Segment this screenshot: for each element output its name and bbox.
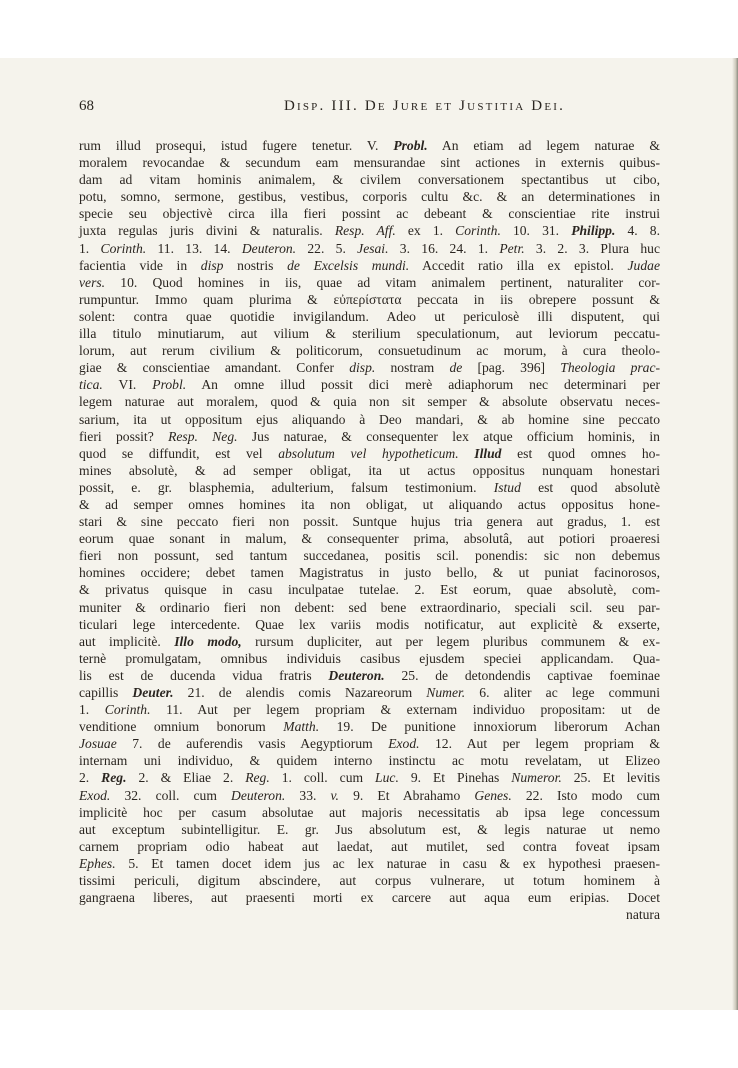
text-run: 2. & Eliae 2. (126, 770, 246, 786)
text-run: Corinth. (104, 702, 151, 718)
text-run: lis est de ducenda vidua fratris (79, 667, 329, 683)
text-run: Jus naturae, & consequenter lex atque officium hominis, in (237, 428, 660, 444)
text-run: Jesai. (357, 240, 389, 256)
text-run: Istud (493, 479, 521, 495)
text-line (79, 496, 660, 513)
text-run: fieri possit? (79, 428, 169, 444)
text-run: rursum dupliciter, aut per legem pluribus communem & ex- (241, 633, 661, 649)
text-run: giae & conscientiae amandant. Confer (79, 360, 350, 376)
text-line (79, 154, 660, 171)
text-run: Resp. Aff. (334, 223, 396, 239)
text-run: 4. 8. (615, 223, 660, 239)
text-run: 22. 5. (296, 240, 358, 256)
text-line (79, 411, 660, 428)
text-line (79, 872, 660, 889)
text-run: Deuteron. (328, 667, 385, 683)
text-run: est quod absolutè (520, 479, 660, 495)
text-line (79, 359, 660, 376)
text-run: nostris (223, 257, 288, 273)
text-run: 9. Et Abrahamo (338, 787, 475, 803)
text-run: Illud (474, 445, 502, 461)
text-run: est quod omnes ho- (501, 445, 660, 461)
text-run: 2. (79, 770, 102, 786)
text-run: Josuae (79, 736, 117, 752)
text-run: Reg. (245, 770, 270, 786)
text-line (79, 462, 660, 479)
text-line (79, 787, 660, 804)
text-run: & privatus quisque in casu inculpatae tutelae. 2. Est eorum, quae absolutè, com- (79, 582, 660, 598)
text-line (79, 599, 660, 616)
text-run: Numer. (426, 685, 466, 700)
text-run: fieri non possunt, sed tantum succedanea, positis scil. ponendis: sic non debemus (79, 548, 660, 564)
text-run: 1. coll. cum (269, 770, 376, 786)
text-line (79, 445, 660, 462)
page-edge-shadow (732, 58, 738, 1010)
text-run: facientia vide in (79, 257, 201, 273)
text-run: 21. de alendis comis Nazareorum (173, 685, 427, 700)
text-run: 10. Quod homines in iis, quae ad vitam animalem pertinent, naturaliter cor- (105, 274, 660, 290)
text-line (79, 325, 660, 342)
text-run: Reg. (101, 770, 127, 786)
text-run: rum illud prosequi, istud fugere tenetur. V. (79, 138, 394, 153)
text-line (79, 804, 660, 821)
text-line (79, 513, 660, 530)
text-run: Corinth. (100, 240, 147, 256)
text-run: Matth. (283, 719, 320, 735)
text-line (79, 650, 660, 667)
running-title: Disp. III. De Jure et Justitia Dei. (283, 98, 566, 114)
text-run: An etiam ad legem naturae & (427, 138, 660, 153)
text-line (79, 855, 660, 872)
text-line (79, 137, 660, 154)
text-run: muniter & ordinario fieri non debent: sed bene extraordinario, speciali scil. seu par- (79, 599, 660, 615)
text-line (79, 205, 660, 222)
text-line (79, 393, 660, 410)
text-run: moralem revocandae & secundum eam mensurandae sint actiones in externis quibus- (79, 155, 660, 171)
text-run: [pag. 396] (462, 360, 561, 376)
text-run: illa titulo minutiarum, aut vilium & sterilium speculationum, aut leviorum peccatu- (79, 326, 660, 342)
text-line (79, 667, 660, 684)
text-line (79, 889, 660, 906)
text-run: Genes. (474, 787, 512, 803)
text-run: 7. de auferendis vasis Aegyptiorum (116, 736, 389, 752)
text-run: Deuteron. (231, 787, 286, 803)
text-run: stari & sine peccato fieri non possit. Suntque hujus tria genera aut gradus, 1. est (79, 514, 660, 530)
text-run: sarium, ita ut oppositum ejus aliquando à Deo mandari, & ab homine sine peccato (79, 411, 660, 427)
book-page (0, 58, 738, 1010)
text-line (79, 171, 660, 188)
text-run: 3. 16. 24. 1. (388, 240, 500, 256)
text-run: natura (626, 907, 660, 923)
text-run: Deuter. (132, 685, 174, 700)
text-run: Illo modo, (174, 633, 242, 649)
text-run: 1. (79, 702, 105, 718)
running-header (79, 95, 660, 117)
text-run: 19. De punitione innoxiorum liberorum Achan (319, 719, 660, 735)
text-run: homines occidere; debet tamen Magistratus in justo bello, & ut puniat facinorosos, (79, 565, 660, 581)
text-run: & ad semper omnes homines ita non obligat, ut aliquando actus oppositus hone- (79, 496, 660, 512)
text-run: implicitè hoc per casum absolutae aut majoris necessitatis ab ipsa lege concessum (79, 804, 660, 820)
text-run: lorum, aut rerum civilium & politicorum, consuetudinum ac morum, à cura theolo- (79, 343, 660, 359)
text-run: Numeror. (511, 770, 562, 786)
text-run: 10. 31. (500, 223, 572, 239)
text-line (79, 188, 660, 205)
text-line (79, 428, 660, 445)
text-run: mines absolutè, & ad semper obligat, ita ut actus oppositus nunquam honestari (79, 462, 660, 478)
text-line (79, 479, 660, 496)
text-line (79, 769, 660, 786)
text-run: venditione omnium bonorum (79, 719, 284, 735)
text-run: 25. Et levitis (561, 770, 660, 786)
text-run: aut exceptum subintelligitur. E. gr. Jus absolutum est, & legis naturae ut nemo (79, 821, 660, 837)
text-line (79, 530, 660, 547)
text-run: potu, somno, sermone, gestibus, vestibus, corporis cultu &c. & an determinationes in (79, 189, 660, 205)
text-run: ternè promulgatam, omnibus individuis casibus ejusdem speciei applicandam. Qua- (79, 650, 660, 666)
text-run: Probl. (393, 138, 428, 153)
text-run: absolutum vel hypotheticum. (278, 445, 459, 461)
text-line (79, 838, 660, 855)
text-line (79, 222, 660, 239)
text-line (79, 821, 660, 838)
text-run (459, 446, 475, 461)
text-run: Luc. (375, 770, 399, 786)
page-number: 68 (79, 98, 94, 114)
text-line (79, 342, 660, 359)
text-run: de (449, 360, 463, 376)
text-line (79, 735, 660, 752)
text-line (79, 906, 660, 923)
text-run: Exod. (79, 787, 111, 803)
text-line (79, 752, 660, 769)
text-run: 5. Et tamen docet idem jus ac lex naturae in casu & ex hypothesi praesen- (115, 855, 660, 871)
text-line (79, 308, 660, 325)
text-run: Probl. (152, 377, 187, 393)
text-run: 9. Et Pinehas (398, 770, 512, 786)
text-run: 1. (79, 240, 101, 256)
text-run: juxta regulas juris divini & naturalis. (79, 223, 335, 239)
text-run: 33. (285, 787, 331, 803)
text-run: 12. Aut per legem propriam & (419, 736, 660, 752)
text-run: disp (200, 257, 224, 273)
text-run: Theologia prac- (560, 360, 661, 376)
body-text (79, 137, 660, 923)
text-run: 6. aliter ac lege communi (465, 685, 660, 700)
text-run: Philipp. (571, 223, 616, 239)
text-run: Exod. (388, 736, 420, 752)
text-line (79, 291, 660, 308)
text-run: gangraena liberes, aut praesenti morti ex carcere aut aqua eum eripias. Docet (79, 890, 660, 906)
text-run: Resp. Neg. (168, 428, 238, 444)
text-run: nostram (375, 360, 450, 376)
text-run: Accedit ratio illa ex epistol. (409, 257, 628, 273)
text-run: de Excelsis mundi. (287, 257, 410, 273)
text-run: eorum quae sonant in malum, & consequenter prima, absolutâ, aut potiori proaeresi (79, 531, 660, 547)
text-run: carnem propriam odio habeat aut laedat, aut mutilet, sed contra foveat ipsam (79, 838, 660, 854)
text-run: 22. Isto modo cum (511, 787, 660, 803)
text-run: aut implicitè. (79, 633, 175, 649)
text-line (79, 616, 660, 633)
text-run: An omne illud possit dici merè adiaphorum nec determinari per (186, 377, 660, 393)
text-run: 11. Aut per legem propriam & externam individuo propositam: ut de (150, 702, 661, 718)
text-line (79, 376, 660, 393)
text-run: specie seu objectivè circa illa fieri possint ac debeant & conscientiae rite instrui (79, 206, 660, 222)
text-run: possit, e. gr. blasphemia, adulterium, falsum testimonium. (79, 479, 494, 495)
text-run: internam uni individuo, & quidem interno instinctu ac motu revelatam, ut Elizeo (79, 753, 660, 769)
text-line (79, 240, 660, 257)
text-run: 25. de detondendis captivae foeminae (384, 667, 660, 683)
text-run: Deuteron. (241, 240, 297, 256)
text-run: capillis (79, 685, 133, 700)
text-run: 32. coll. cum (110, 787, 232, 803)
text-line (79, 633, 660, 650)
text-line (79, 547, 660, 564)
text-run: Petr. (499, 240, 525, 256)
text-run: tissimi periculi, digitum abscindere, aut corpus vulnerare, ut totum hominem à (79, 873, 660, 889)
text-line (79, 581, 660, 598)
text-line (79, 257, 660, 274)
text-run: legem naturae aut moralem, quod & quia non sit semper & absolute observatu neces- (79, 394, 660, 410)
text-run: solent: contra quae quotidie invigilandum. Adeo ut periculosè illi disputent, qui (79, 308, 660, 324)
text-line (79, 684, 660, 701)
text-run: 11. 13. 14. (146, 240, 242, 256)
text-run: Corinth. (455, 223, 501, 239)
text-line (79, 701, 660, 718)
text-run: ticulari lege intercedente. Quae lex variis modis notificatur, aut explicitè & exserte, (79, 616, 660, 632)
text-run: Judae (627, 257, 660, 273)
text-run: ex 1. (395, 223, 456, 239)
text-run: VI. (102, 377, 153, 393)
text-line (79, 718, 660, 735)
text-run: vers. (79, 274, 106, 290)
text-run: disp. (349, 360, 376, 376)
text-run: Ephes. (79, 855, 116, 871)
text-line (79, 564, 660, 581)
text-run: quod se diffundit, est vel (79, 445, 279, 461)
text-line (79, 274, 660, 291)
text-run: tica. (79, 377, 103, 393)
text-run: v. (330, 787, 339, 803)
text-run: dam ad vitam hominis animalem, & civilem conversationem spectantibus ut cibo, (79, 172, 660, 188)
text-run: rumpuntur. Immo quam plurima & εὐπερίστατα peccata in iis obrepere possunt & (79, 291, 660, 307)
text-run: 3. 2. 3. Plura huc (524, 240, 661, 256)
